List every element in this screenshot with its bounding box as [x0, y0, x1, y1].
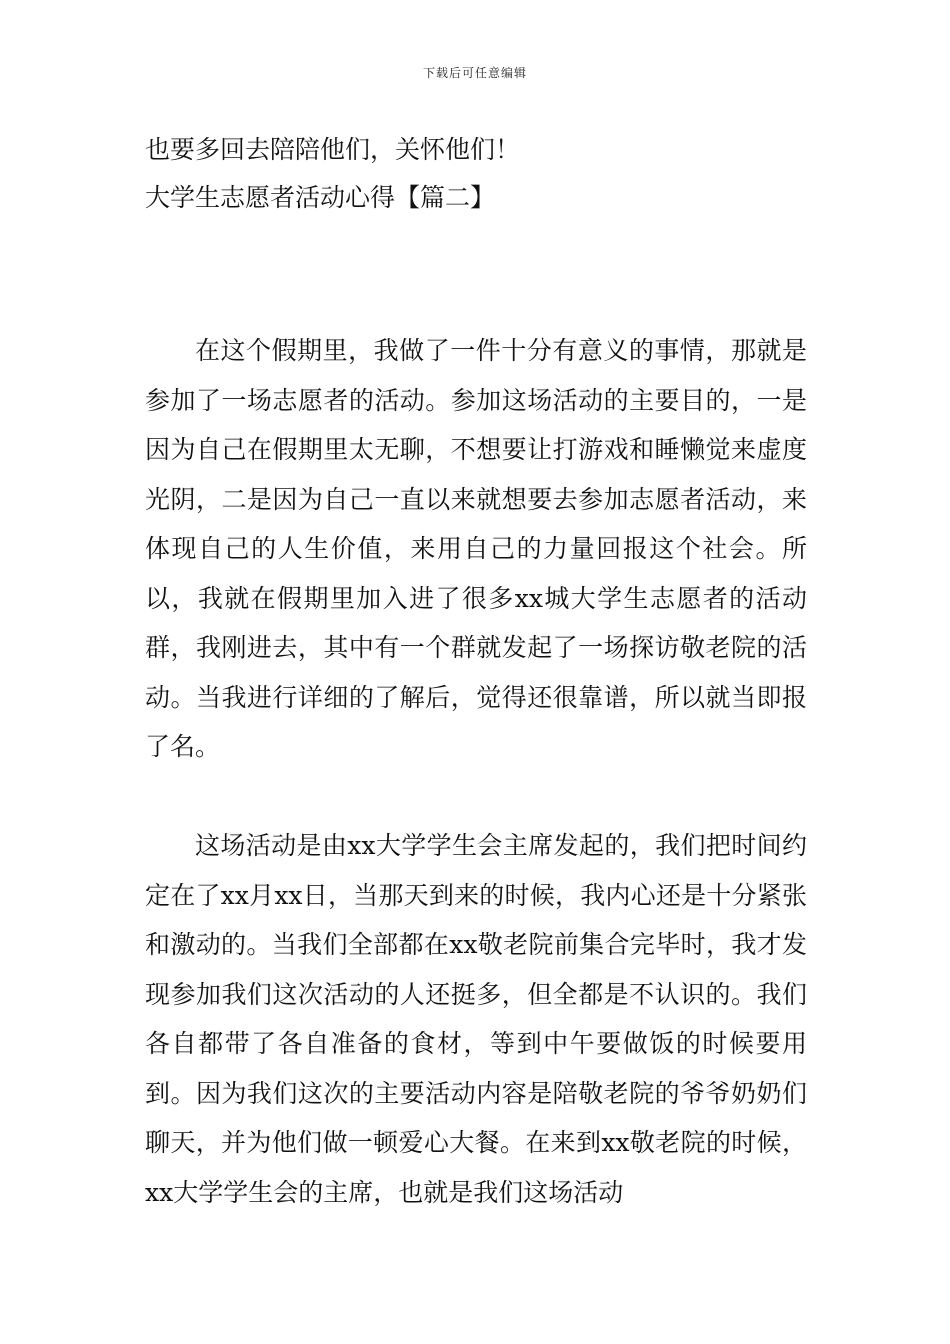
closing-line: 也要多回去陪陪他们，关怀他们！ — [145, 135, 521, 164]
section-title: 大学生志愿者活动心得【篇二】 — [145, 183, 496, 212]
paragraph-2: 这场活动是由xx大学学生会主席发起的，我们把时间约定在了xx月xx日，当那天到来的时候，我内心还是十分紧张和激动的。当我们全部都在xx敬老院前集合完毕时，我才发现参加我们这次活动的人还挺多，但全都是不认识的。我们各自都带了各自准备的食材，等到中午要做饭的时候要用到。因为我们这次的主要活动内容是陪敬老院的爷爷奶奶们聊天，并为他们做一顿爱心大餐。在来到xx敬老院的时候，xx大学学生会的主席，也就是我们这场活动 — [145, 831, 807, 1207]
paragraph-1: 在这个假期里，我做了一件十分有意义的事情，那就是参加了一场志愿者的活动。参加这场活动的主要目的，一是因为自己在假期里太无聊，不想要让打游戏和睡懒觉来虚度光阴，二是因为自己一直以来就想要去参加志愿者活动，来体现自己的人生价值，来用自己的力量回报这个社会。所以，我就在假期里加入进了很多xx城大学生志愿者的活动群，我刚进去，其中有一个群就发起了一场探访敬老院的活动。当我进行详细的了解后，觉得还很靠谱，所以就当即报了名。 — [145, 336, 807, 761]
page-header-note: 下载后可任意编辑 — [422, 66, 527, 80]
